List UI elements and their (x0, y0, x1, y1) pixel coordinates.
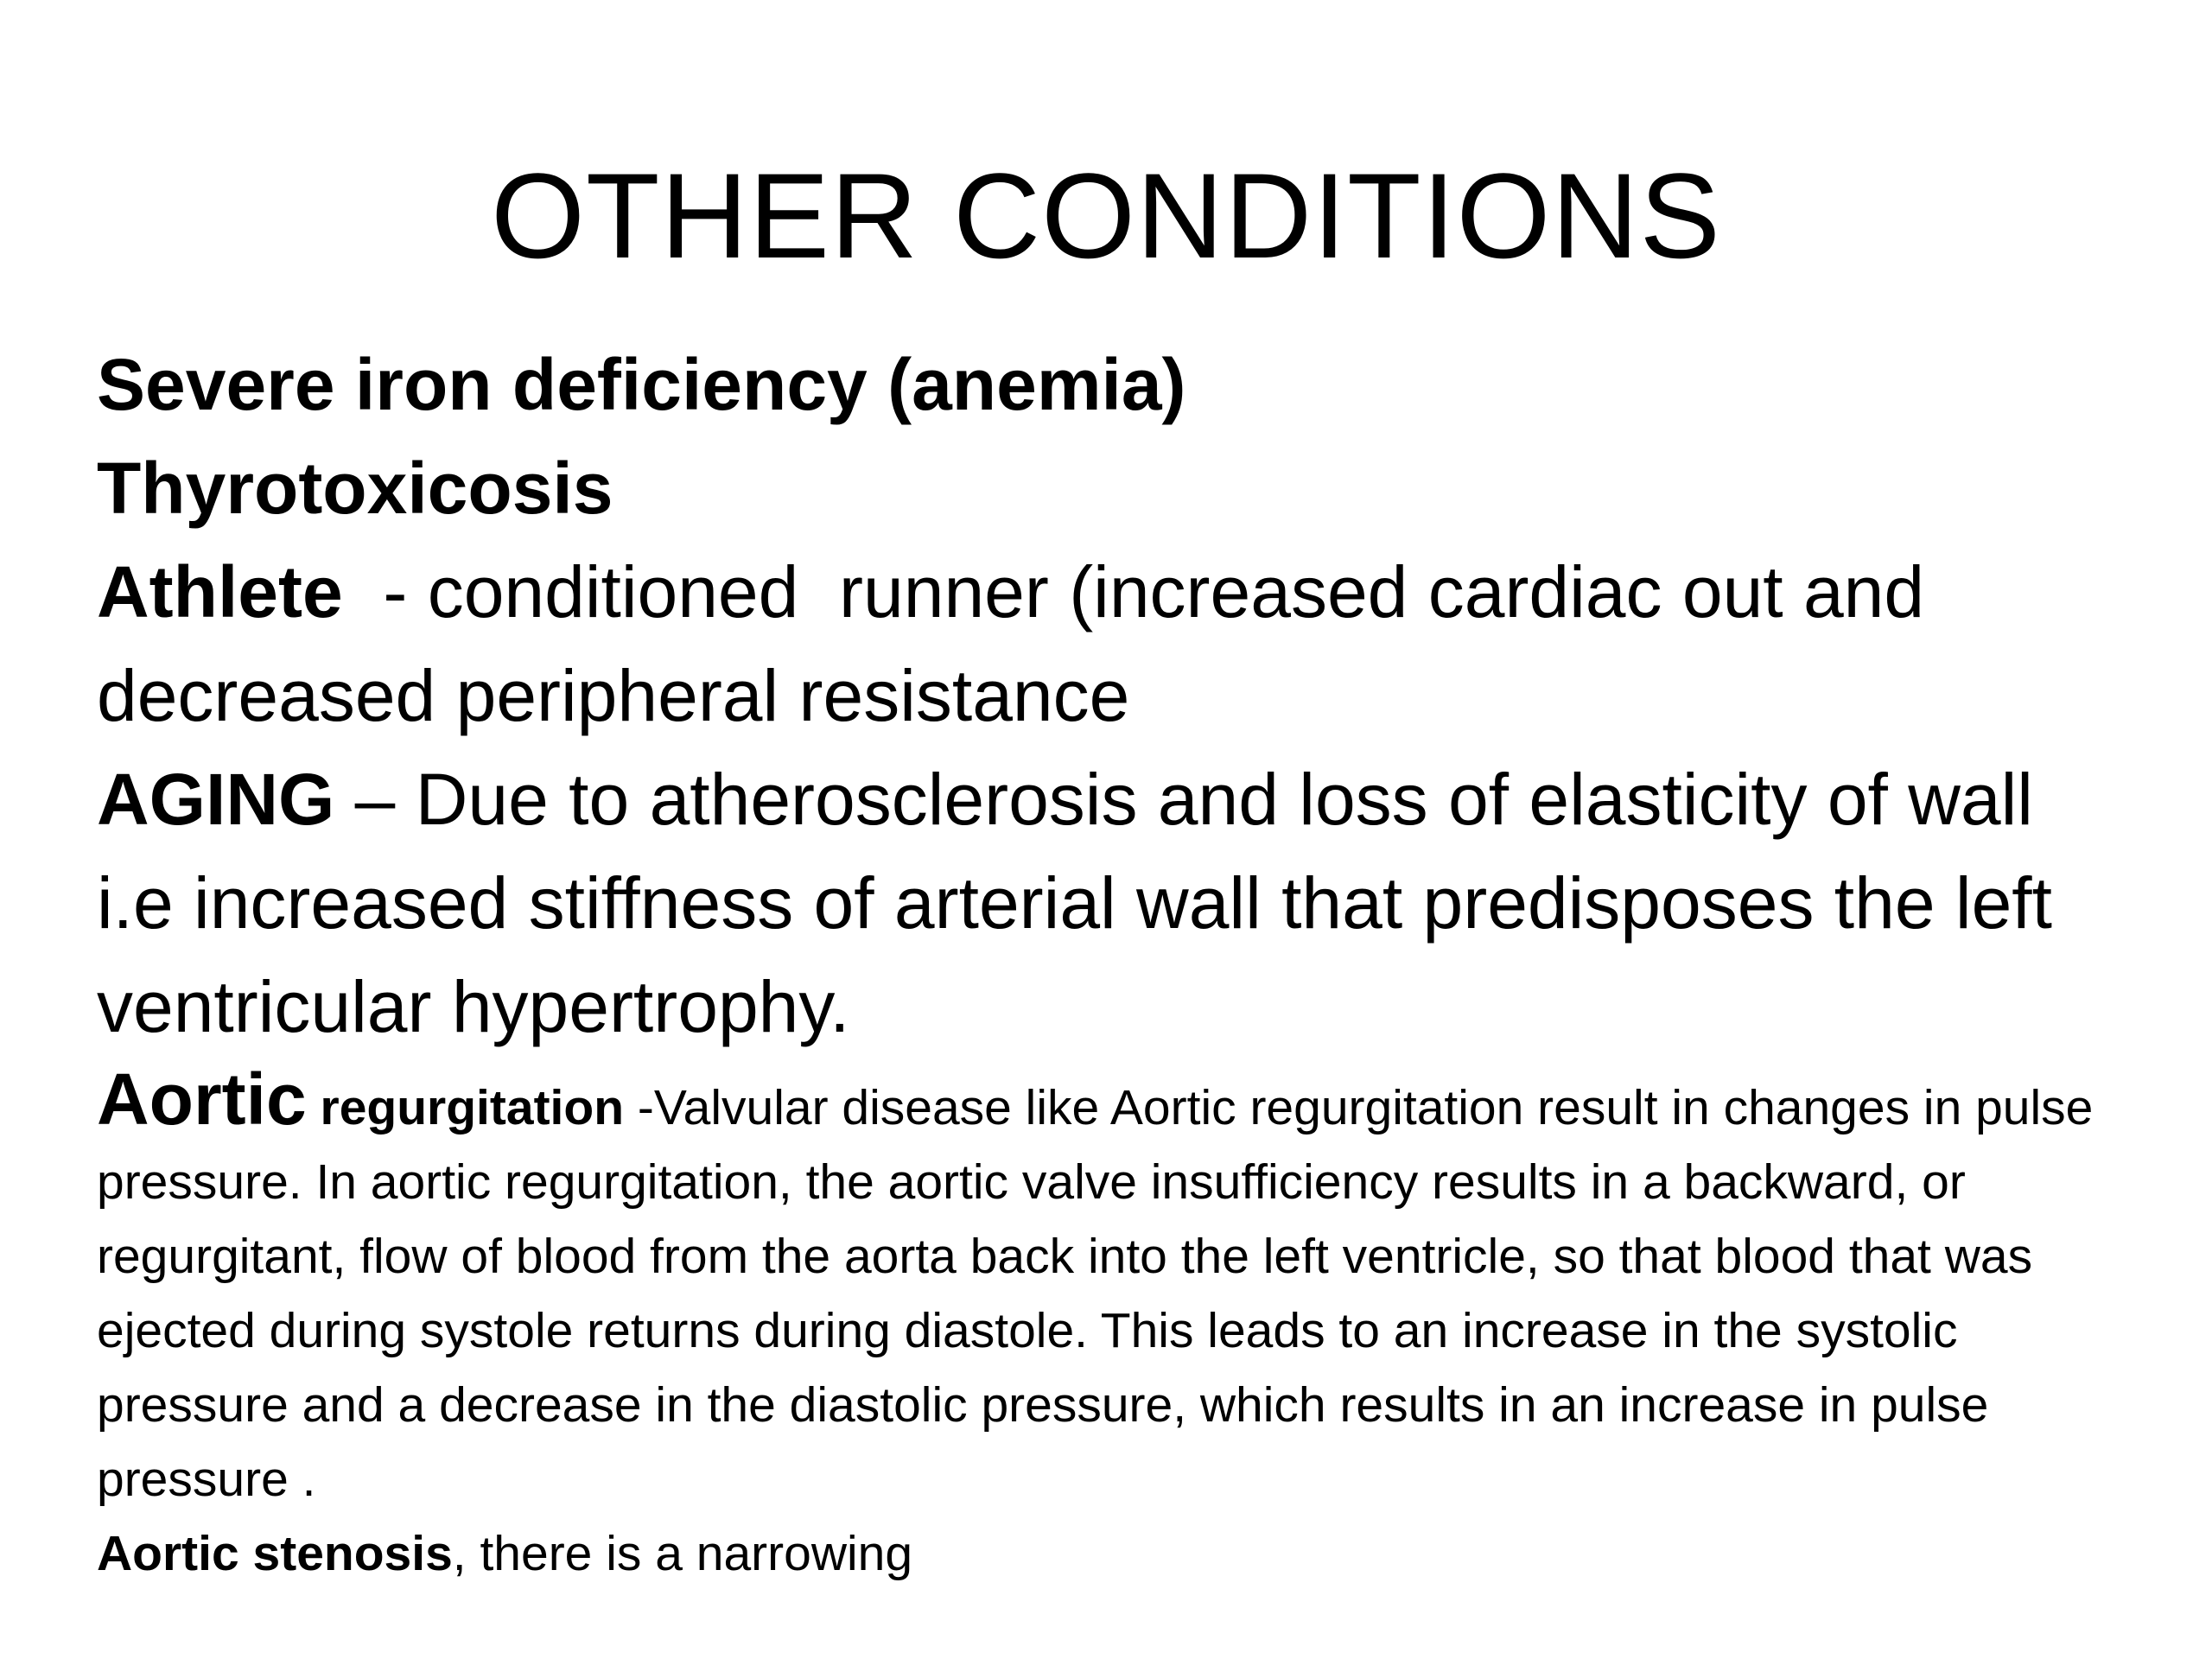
condition-text: -Valvular disease like Aortic regurgitation result in changes in pulse pressure. In aortic regurgitation, the aortic valve insufficiency results in a backward, or regurgitant, flow of blood from the aorta back into the left ventricle, so that blood that was ejected during systole returns during diastole. This leads to an increase in the systolic pressure and a decrease in the diastolic pressure, which results in an increase in pulse pressure . (97, 1080, 2094, 1507)
aortic-regurgitation-paragraph (97, 1058, 2101, 1516)
condition-item (97, 747, 2101, 1058)
condition-item (97, 540, 2050, 747)
condition-text: , there is a narrowing (452, 1526, 913, 1581)
condition-item (97, 333, 2101, 436)
condition-item (97, 436, 2101, 540)
slide-title: OTHER CONDITIONS (491, 148, 1721, 283)
condition-term: Thyrotoxicosis (97, 448, 613, 529)
condition-term: Severe iron deficiency (anemia) (97, 344, 1186, 425)
condition-term-large: Aortic (97, 1058, 307, 1140)
condition-text: – Due to atherosclerosis and loss of elasticity of wall i.e increased stiffness of arterial wall that predisposes the left ventricular hypertrophy. (97, 759, 2052, 1047)
condition-term-small: regurgitation (306, 1080, 625, 1135)
condition-text: - conditioned runner (increased cardiac out and decreased peripheral resistance (97, 551, 1945, 736)
condition-term: AGING (97, 759, 335, 840)
slide-content (97, 333, 2101, 1591)
aortic-stenosis-line (97, 1516, 2101, 1591)
condition-term: Athlete (97, 551, 343, 632)
condition-term: Aortic stenosis (97, 1526, 453, 1581)
